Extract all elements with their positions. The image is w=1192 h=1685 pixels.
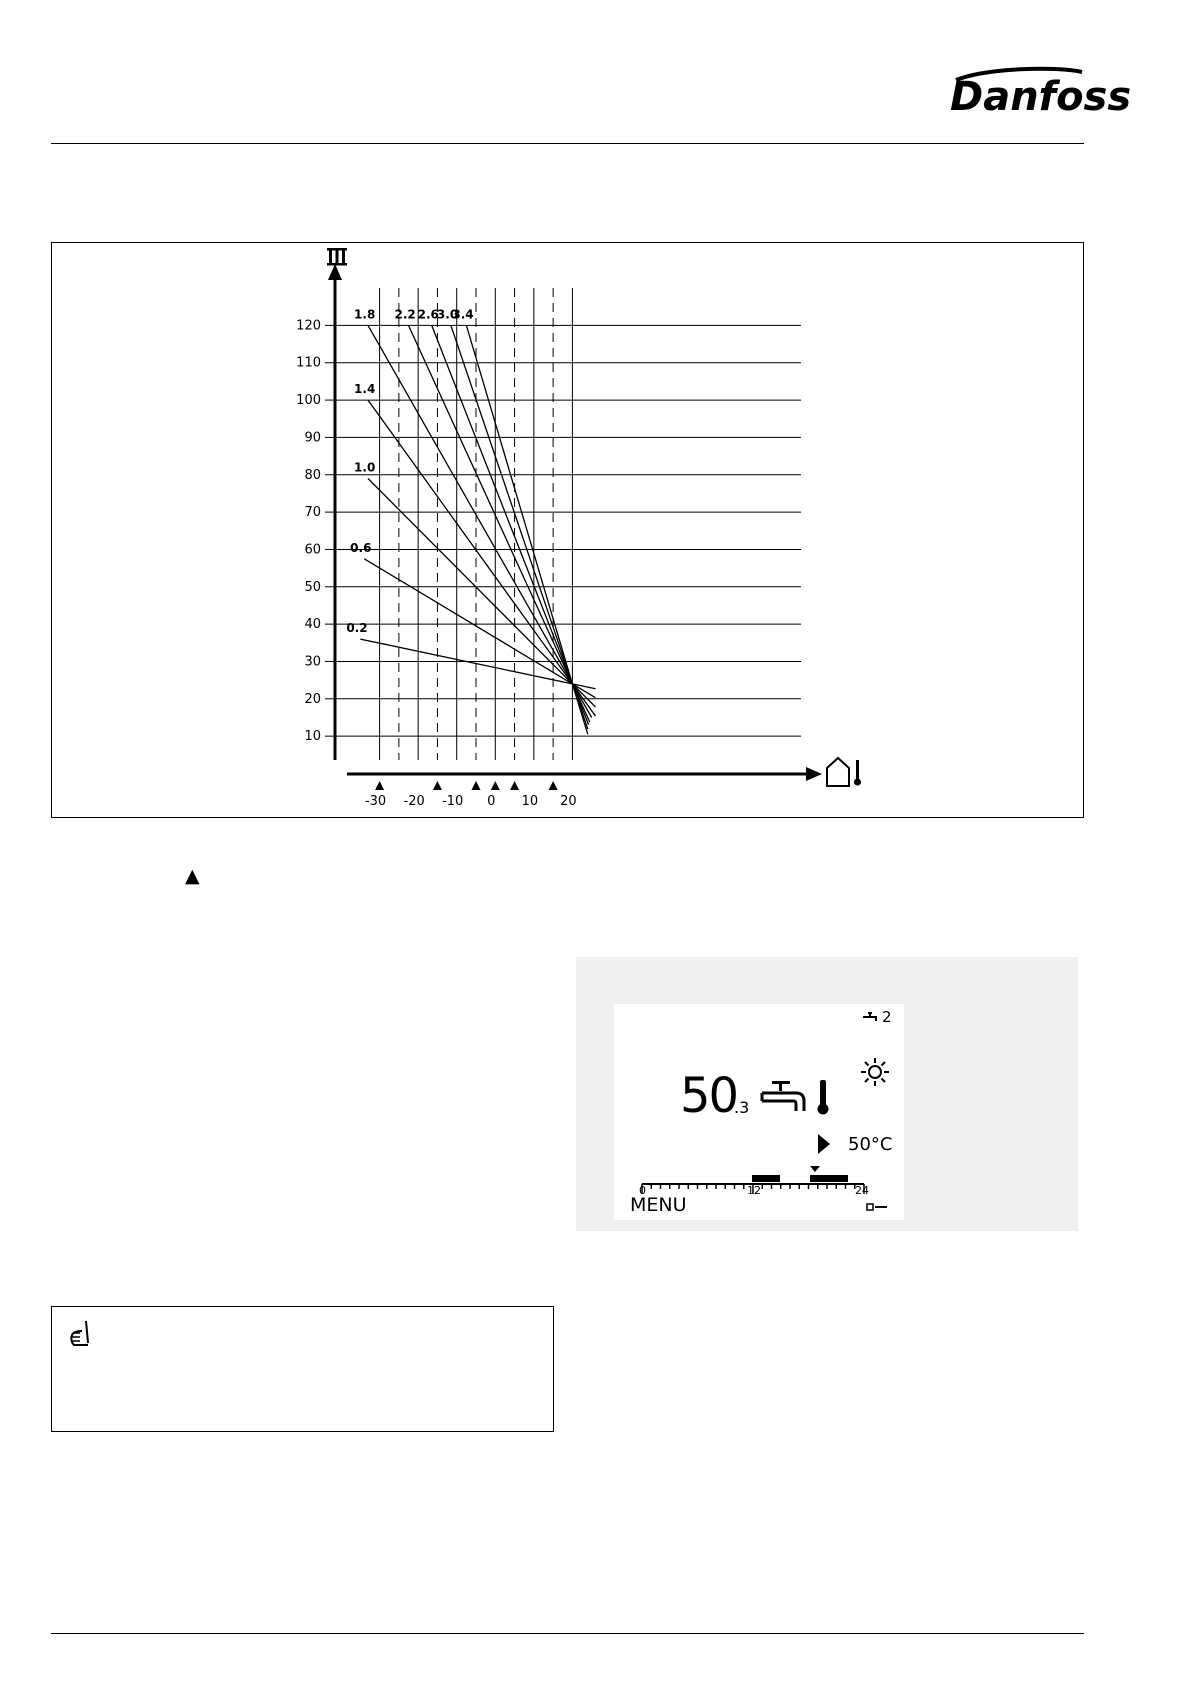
setpoint-pointer: [818, 1134, 832, 1154]
logo-text: Danfoss: [950, 74, 1132, 120]
curve-label-2.2: 2.2: [394, 307, 416, 322]
x-marker-0: [491, 781, 500, 790]
curve-2.6: [432, 325, 589, 724]
timeline-label-24: 24: [855, 1184, 869, 1197]
y-tick-label-110: 110: [296, 355, 321, 371]
sun-icon: [861, 1058, 889, 1086]
x-tick-label-0: 0: [487, 794, 496, 809]
y-tick-label-10: 10: [304, 729, 321, 745]
key-icon: [866, 1202, 888, 1212]
radiator-icon: [327, 248, 347, 266]
x-marker--5: [472, 781, 481, 790]
setpoint-value: 50°C: [848, 1134, 893, 1155]
display-screen: [614, 1004, 904, 1220]
danfoss-logo: [946, 66, 1132, 120]
curve-label-3.4: 3.4: [452, 307, 474, 322]
current-time-marker: [810, 1166, 820, 1172]
curve-label-2.6: 2.6: [417, 307, 439, 322]
tap-indicator: 2: [882, 1008, 892, 1026]
y-tick-label-100: 100: [296, 393, 321, 409]
comfort-period-2: [810, 1175, 848, 1182]
curve-1.4: [368, 400, 596, 716]
y-tick-label-40: 40: [304, 617, 321, 633]
x-marker--15: [433, 781, 442, 790]
y-axis-arrow: [328, 264, 342, 280]
footer-rule: [51, 1633, 1084, 1634]
house-thermometer-icon: [827, 758, 861, 786]
curve-0.6: [364, 559, 595, 698]
y-tick-label-70: 70: [304, 505, 321, 521]
curve-label-3.0: 3.0: [436, 307, 459, 322]
y-tick-label-30: 30: [304, 654, 321, 670]
pointing-hand-icon: [68, 1319, 94, 1351]
curve-label-1.4: 1.4: [354, 382, 376, 397]
curve-label-1.0: 1.0: [354, 460, 376, 475]
x-marker-5: [510, 781, 519, 790]
note-box: [51, 1306, 554, 1432]
x-tick-label--30: -30: [364, 794, 387, 809]
y-tick-label-120: 120: [296, 318, 321, 334]
marker-symbol: ▲: [185, 865, 200, 887]
curve-1.8: [368, 325, 592, 717]
y-tick-label-80: 80: [304, 467, 321, 483]
x-tick-label-10: 10: [521, 794, 539, 809]
curve-1.0: [368, 479, 596, 708]
x-marker-15: [549, 781, 558, 790]
x-tick-label--20: -20: [403, 794, 425, 809]
main-decimal: .3: [734, 1098, 750, 1117]
timeline-label-12: 12: [747, 1184, 761, 1197]
y-tick-label-20: 20: [304, 691, 321, 707]
curve-2.2: [409, 325, 590, 722]
x-tick-label-20: 20: [560, 794, 577, 809]
curve-label-0.6: 0.6: [350, 540, 372, 555]
tap-icon: [760, 1079, 808, 1117]
main-value: 50: [680, 1068, 738, 1124]
y-tick-label-50: 50: [304, 579, 321, 595]
menu-label[interactable]: MENU: [630, 1194, 687, 1216]
curve-label-0.2: 0.2: [346, 621, 368, 636]
curve-label-1.8: 1.8: [354, 307, 376, 322]
y-tick-label-60: 60: [304, 542, 321, 558]
thermometer-icon: [816, 1080, 830, 1116]
header-rule: [51, 143, 1084, 144]
x-tick-label--10: -10: [442, 794, 464, 809]
y-tick-label-90: 90: [304, 430, 321, 446]
heat-curve-chart: [51, 242, 1084, 818]
x-axis-arrow: [806, 767, 822, 781]
x-marker--30: [375, 781, 384, 790]
tap-small-icon: [863, 1011, 881, 1023]
comfort-period-1: [752, 1175, 780, 1182]
timeline-label-0: 0: [639, 1184, 646, 1197]
